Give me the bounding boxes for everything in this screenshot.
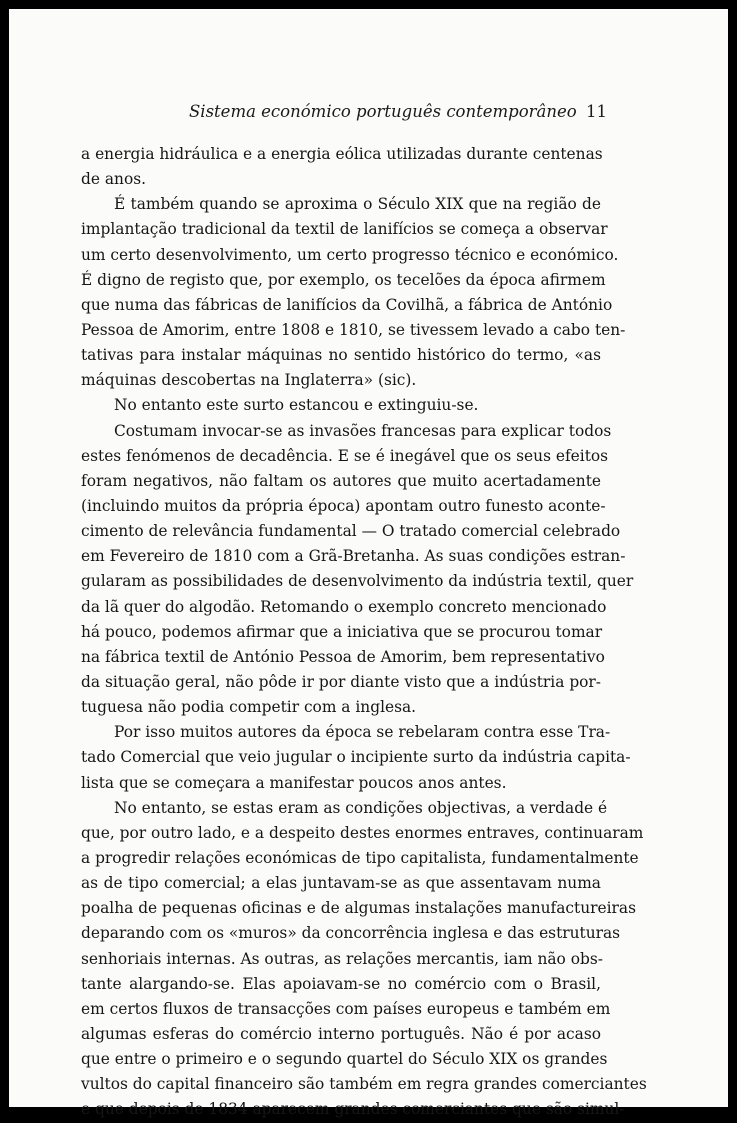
text-line: poalha de pequenas oficinas e de algumas instalações manufactureiras	[81, 899, 636, 918]
text-line: em Fevereiro de 1810 com a Grã-Bretanha. As suas condições estran-	[81, 547, 626, 566]
text-line: de anos.	[81, 170, 146, 189]
text-line: estes fenómenos de decadência. E se é inegável que os seus efeitos	[81, 446, 609, 465]
book-page	[9, 9, 728, 1119]
text-line: Pessoa de Amorim, entre 1808 e 1810, se tivessem levado a cabo ten-	[81, 320, 626, 339]
text-line: da lã quer do algodão. Retomando o exemplo concreto mencionado	[81, 597, 607, 616]
text-line: que numa das fábricas de lanifícios da Covilhã, a fábrica de António	[81, 295, 613, 314]
text-line: máquinas descobertas na Inglaterra» (sic).	[81, 371, 417, 390]
text-line: tante alargando-se. Elas apoiavam-se no comércio com o Brasil,	[81, 974, 601, 993]
text-line: implantação tradicional da textil de lanifícios se começa a observar	[81, 220, 608, 239]
text-line: lista que se começara a manifestar poucos anos antes.	[81, 773, 507, 792]
text-line: um certo desenvolvimento, um certo progresso técnico e económico.	[81, 245, 619, 264]
body-text	[81, 142, 647, 1122]
text-line: No entanto, se estas eram as condições objectivas, a verdade é	[114, 798, 608, 817]
text-line: e que depois de 1834 aparecem grandes comerciantes que são simul-	[81, 1100, 625, 1119]
text-line: há pouco, podemos afirmar que a iniciativa que se procurou tomar	[81, 622, 603, 641]
text-line: que entre o primeiro e o segundo quartel do Século XIX os grandes	[81, 1050, 608, 1069]
text-line: a progredir relações económicas de tipo capitalista, fundamentalmente	[81, 848, 639, 867]
text-line: tativas para instalar máquinas no sentido histórico do termo, «as	[81, 346, 601, 365]
text-line: É também quando se aproxima o Século XIX que na região de	[114, 195, 601, 214]
running-title: Sistema económico português contemporâneo	[189, 102, 577, 121]
text-line: Costumam invocar-se as invasões francesas para explicar todos	[114, 421, 612, 440]
text-line: foram negativos, não faltam os autores que muito acertadamente	[81, 471, 601, 490]
text-line: cimento de relevância fundamental — O tratado comercial celebrado	[81, 522, 621, 541]
text-line: em certos fluxos de transacções com países europeus e também em	[81, 999, 611, 1018]
text-line: No entanto este surto estancou e extinguiu-se.	[114, 396, 479, 415]
text-line: as de tipo comercial; a elas juntavam-se as que assentavam numa	[81, 874, 601, 893]
text-line: gularam as possibilidades de desenvolvimento da indústria textil, quer	[81, 572, 634, 591]
text-line: (incluindo muitos da própria época) apontam outro funesto aconte-	[81, 496, 606, 515]
text-line: É digno de registo que, por exemplo, os tecelões da época afirmem	[81, 270, 606, 289]
text-line: senhoriais internas. As outras, as relações mercantis, iam não obs-	[81, 949, 603, 968]
text-line: que, por outro lado, e a despeito destes enormes entraves, continuaram	[81, 823, 644, 842]
text-line: Por isso muitos autores da época se rebelaram contra esse Tra-	[114, 723, 611, 742]
text-line: deparando com os «muros» da concorrência inglesa e das estruturas	[81, 924, 621, 943]
text-line: da situação geral, não pôde ir por diante visto que a indústria por-	[81, 672, 601, 691]
text-line: na fábrica textil de António Pessoa de Amorim, bem representativo	[81, 647, 605, 666]
page-number: 11	[586, 102, 607, 121]
text-line: tado Comercial que veio jugular o incipiente surto da indústria capita-	[81, 748, 631, 767]
text-line: tuguesa não podia competir com a inglesa.	[81, 698, 417, 717]
text-line: vultos do capital financeiro são também em regra grandes comerciantes	[81, 1075, 647, 1094]
running-head	[9, 100, 728, 126]
text-line: a energia hidráulica e a energia eólica utilizadas durante centenas	[81, 145, 603, 163]
text-line: algumas esferas do comércio interno português. Não é por acaso	[81, 1024, 601, 1043]
